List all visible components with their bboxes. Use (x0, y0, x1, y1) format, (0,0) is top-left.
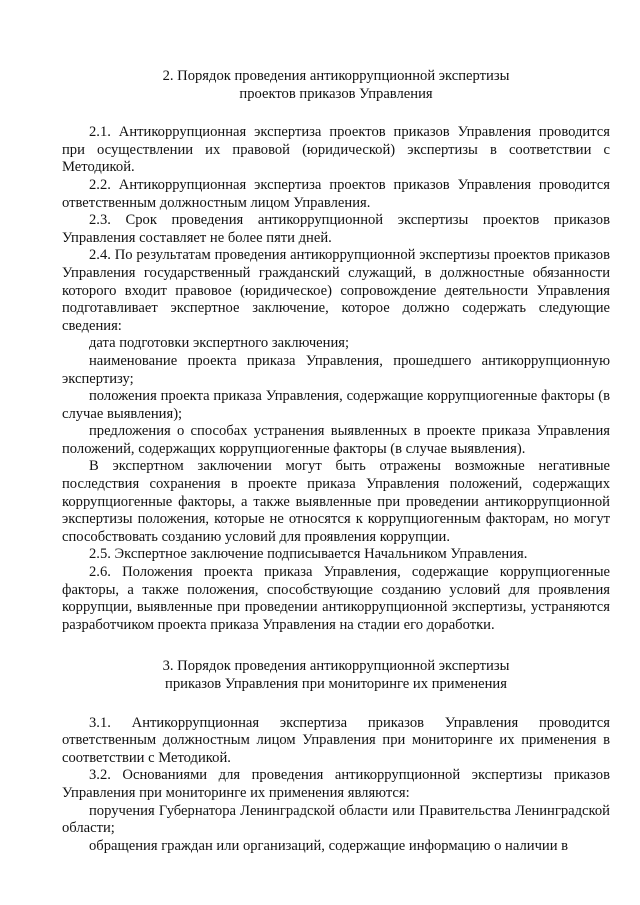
document-body (62, 68, 610, 855)
paragraph-2-2: 2.2. Антикоррупционная экспертиза проектов приказов Управления проводится ответственным должностным лицом Управления. (62, 176, 610, 211)
section-3-heading (62, 658, 610, 693)
paragraph-consequences: В экспертном заключении могут быть отражены возможные негативные последствия сохранения в проекте приказа Управления положений, содержащих коррупциогенные факторы, а также выявленные при проведении антикоррупционной экспертизы положения, которые не относятся к коррупциогенным факторам, но могут способствовать созданию условий для проявления коррупции. (62, 458, 610, 545)
section-2-title-line-2: проектов приказов Управления (239, 85, 433, 102)
paragraph-2-6: 2.6. Положения проекта приказа Управления, содержащие коррупциогенные факторы, а также положения, способствующие созданию условий для проявления коррупции, выявленные при проведении антикоррупционной экспертизы, устраняются разработчиком проекта приказа Управления на стадии его доработки. (62, 564, 610, 633)
section-3-title-line-2: приказов Управления при мониторинге их применения (165, 676, 507, 692)
paragraph-2-3: 2.3. Срок проведения антикоррупционной экспертизы проектов приказов Управления составляет не более пяти дней. (62, 212, 610, 246)
section-3-title-line-1: 3. Порядок проведения антикоррупционной экспертизы (162, 658, 510, 675)
paragraph-3-2: 3.2. Основаниями для проведения антикоррупционной экспертизы приказов Управления при мониторинге их применения являются: (62, 767, 610, 801)
paragraph-2-4: 2.4. По результатам проведения антикоррупционной экспертизы проектов приказов Управления государственный гражданский служащий, в должностные обязанности которого входит правовое (юридическое) сопровождение деятельности Управления подготавливает экспертное заключение, которое должно содержать следующие сведения: (62, 247, 610, 334)
list-item-proposals: предложения о способах устранения выявленных в проекте приказа Управления положений, содержащих коррупциогенные факторы (в случае выявления). (62, 423, 610, 457)
paragraph-3-1: 3.1. Антикоррупционная экспертиза приказов Управления проводится ответственным должностным лицом Управления при мониторинге их применения в соответствии с Методикой. (62, 714, 610, 766)
list-item-project-name: наименование проекта приказа Управления, прошедшего антикоррупционную экспертизу; (62, 352, 610, 387)
section-2-title-line-1: 2. Порядок проведения антикоррупционной экспертизы (162, 68, 510, 84)
list-item-citizen-appeals: обращения граждан или организаций, содержащие информацию о наличии в (89, 837, 569, 854)
section-2-heading (62, 68, 610, 103)
list-item-conclusion-date: дата подготовки экспертного заключения; (89, 335, 350, 352)
paragraph-2-1: 2.1. Антикоррупционная экспертиза проектов приказов Управления проводится при осуществлении их правовой (юридической) экспертизы в соответствии с Методикой. (62, 124, 610, 176)
list-item-provisions: положения проекта приказа Управления, содержащие коррупциогенные факторы (в случае выявления); (62, 388, 610, 422)
list-item-governor-orders: поручения Губернатора Ленинградской области или Правительства Ленинградской области; (62, 802, 610, 837)
paragraph-2-5: 2.5. Экспертное заключение подписывается Начальником Управления. (89, 546, 528, 563)
